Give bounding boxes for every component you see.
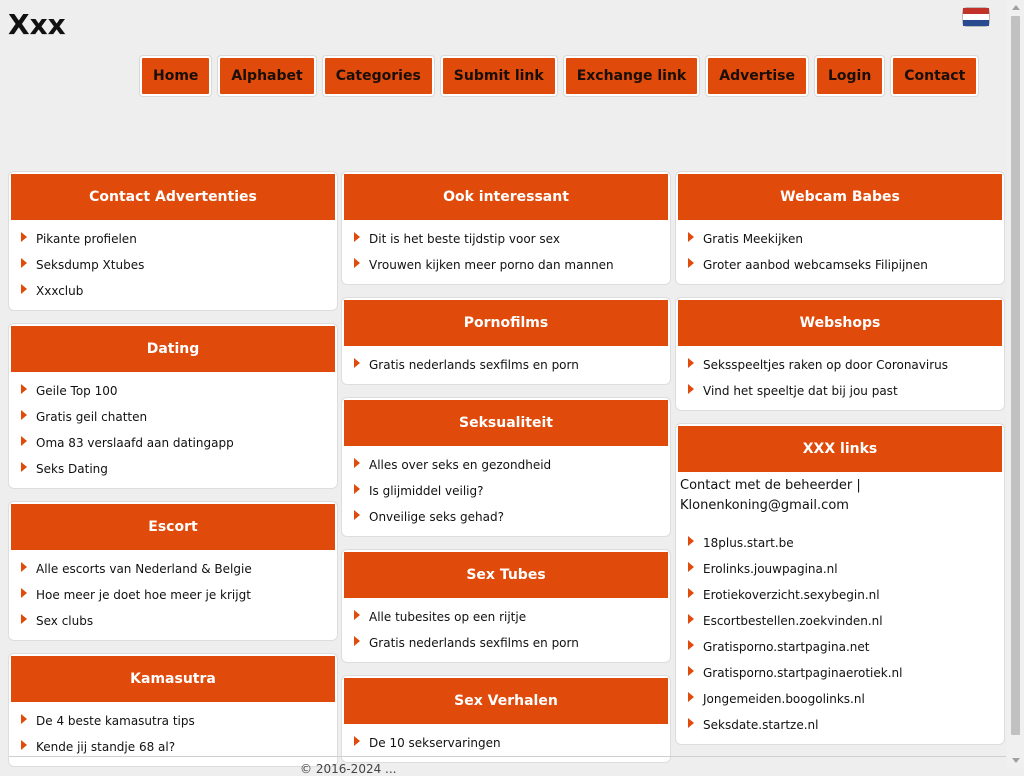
link-text[interactable]: Gratis nederlands sexfilms en porn: [369, 358, 579, 372]
bullet-arrow-icon: [354, 258, 360, 268]
category-box-dating: [9, 324, 337, 488]
nav-alphabet-button[interactable]: Alphabet: [218, 56, 315, 96]
category-heading: Webcam Babes: [678, 174, 1002, 220]
link-text[interactable]: Kende jij standje 68 al?: [36, 740, 176, 754]
contact-admin-text: Contact met de beheerder | Klonenkoning@gmail.com: [680, 478, 861, 513]
link-list-item[interactable]: [688, 252, 1002, 278]
bullet-arrow-icon: [354, 510, 360, 520]
link-text[interactable]: Oma 83 verslaafd aan datingapp: [36, 436, 234, 450]
column-middle: [342, 172, 670, 762]
nav-contact-button[interactable]: Contact: [891, 56, 978, 96]
category-box-kamasutra: [9, 654, 337, 766]
link-text[interactable]: Sex clubs: [36, 614, 94, 628]
link-list-item[interactable]: [21, 378, 335, 404]
link-list-item[interactable]: [354, 252, 668, 278]
link-text[interactable]: Erotiekoverzicht.sexybegin.nl: [703, 588, 880, 602]
link-list-item[interactable]: [688, 378, 1002, 404]
link-list-item[interactable]: [354, 604, 668, 630]
link-list-item[interactable]: [354, 730, 668, 756]
link-list-item[interactable]: [21, 608, 335, 634]
link-list: [11, 372, 335, 486]
flag-stripe-blue: [963, 20, 989, 26]
scrollbar-thumb[interactable]: [1011, 16, 1020, 735]
footer-divider: [9, 756, 1006, 757]
link-list-item[interactable]: [21, 582, 335, 608]
link-text[interactable]: Alle escorts van Nederland & Belgie: [36, 562, 252, 576]
nav-exchange-link-button[interactable]: Exchange link: [564, 56, 700, 96]
link-text[interactable]: Dit is het beste tijdstip voor sex: [369, 232, 560, 246]
bullet-arrow-icon: [354, 736, 360, 746]
link-text[interactable]: Vrouwen kijken meer porno dan mannen: [369, 258, 614, 272]
site-title[interactable]: Xxx: [8, 8, 66, 41]
bullet-arrow-icon: [21, 714, 27, 724]
link-text[interactable]: Escortbestellen.zoekvinden.nl: [703, 614, 883, 628]
link-list: [344, 724, 668, 760]
main-navigation: [140, 56, 978, 96]
category-heading: Webshops: [678, 300, 1002, 346]
bullet-arrow-icon: [688, 232, 694, 242]
link-list-item[interactable]: [21, 278, 335, 304]
category-heading: Pornofilms: [344, 300, 668, 346]
link-list-item[interactable]: [688, 686, 1002, 712]
link-text[interactable]: Jongemeiden.boogolinks.nl: [703, 692, 865, 706]
category-box-ook-interessant: [342, 172, 670, 284]
link-list-item[interactable]: [354, 352, 668, 378]
link-text[interactable]: Seksdump Xtubes: [36, 258, 145, 272]
link-text[interactable]: Is glijmiddel veilig?: [369, 484, 484, 498]
category-heading: Contact Advertenties: [11, 174, 335, 220]
link-text[interactable]: Seks Dating: [36, 462, 108, 476]
link-text[interactable]: Gratisporno.startpagina.net: [703, 640, 870, 654]
bullet-arrow-icon: [21, 740, 27, 750]
link-text[interactable]: Seksdate.startze.nl: [703, 718, 819, 732]
link-list-item[interactable]: [21, 456, 335, 482]
bullet-arrow-icon: [354, 458, 360, 468]
bullet-arrow-icon: [354, 636, 360, 646]
column-right: [676, 172, 1004, 744]
bullet-arrow-icon: [21, 232, 27, 242]
bullet-arrow-icon: [21, 614, 27, 624]
category-box-escort: [9, 502, 337, 640]
category-heading: Sex Verhalen: [344, 678, 668, 724]
column-left: [9, 172, 337, 766]
link-list-item[interactable]: [688, 556, 1002, 582]
category-box-webcam-babes: [676, 172, 1004, 284]
link-text[interactable]: Alles over seks en gezondheid: [369, 458, 552, 472]
link-list-item[interactable]: [354, 630, 668, 656]
link-text[interactable]: Groter aanbod webcamseks Filipijnen: [703, 258, 928, 272]
bullet-arrow-icon: [354, 232, 360, 242]
category-box-webshops: [676, 298, 1004, 410]
link-list-item[interactable]: [688, 530, 1002, 556]
bullet-arrow-icon: [21, 410, 27, 420]
link-list: [678, 346, 1002, 408]
bullet-arrow-icon: [688, 588, 694, 598]
link-text[interactable]: Gratisporno.startpaginaerotiek.nl: [703, 666, 903, 680]
category-heading: Seksualiteit: [344, 400, 668, 446]
category-heading: Sex Tubes: [344, 552, 668, 598]
bullet-arrow-icon: [688, 666, 694, 676]
bullet-arrow-icon: [688, 562, 694, 572]
category-box-sex-tubes: [342, 550, 670, 662]
link-list-item[interactable]: [688, 660, 1002, 686]
scroll-up-arrow-icon[interactable]: [1012, 5, 1020, 10]
bullet-arrow-icon: [688, 384, 694, 394]
link-list-item[interactable]: [688, 608, 1002, 634]
link-text[interactable]: Erolinks.jouwpagina.nl: [703, 562, 838, 576]
bullet-arrow-icon: [21, 462, 27, 472]
link-list: [344, 346, 668, 382]
link-list-item[interactable]: [688, 226, 1002, 252]
bullet-arrow-icon: [21, 284, 27, 294]
link-list-item[interactable]: [21, 708, 335, 734]
bullet-arrow-icon: [688, 536, 694, 546]
link-text[interactable]: Gratis geil chatten: [36, 410, 148, 424]
link-list-item[interactable]: [21, 226, 335, 252]
bullet-arrow-icon: [688, 258, 694, 268]
link-list: [344, 598, 668, 660]
nav-login-button[interactable]: Login: [815, 56, 884, 96]
category-box-pornofilms: [342, 298, 670, 384]
link-list-item[interactable]: [354, 226, 668, 252]
bullet-arrow-icon: [688, 640, 694, 650]
link-list-item[interactable]: [354, 452, 668, 478]
link-text[interactable]: Geile Top 100: [36, 384, 118, 398]
link-text[interactable]: Onveilige seks gehad?: [369, 510, 504, 524]
category-heading: XXX links: [678, 426, 1002, 472]
link-list: [678, 220, 1002, 282]
link-list-item[interactable]: [354, 478, 668, 504]
bullet-arrow-icon: [21, 436, 27, 446]
link-text[interactable]: 18plus.start.be: [703, 536, 794, 550]
nav-home-button[interactable]: Home: [140, 56, 211, 96]
nav-advertise-button[interactable]: Advertise: [706, 56, 808, 96]
vertical-scrollbar[interactable]: [1007, 0, 1024, 768]
link-list-item[interactable]: [21, 252, 335, 278]
nav-submit-link-button[interactable]: Submit link: [441, 56, 557, 96]
category-heading: Dating: [11, 326, 335, 372]
category-box-contact-advertenties: [9, 172, 337, 310]
link-list: [11, 702, 335, 764]
link-text[interactable]: Hoe meer je doet hoe meer je krijgt: [36, 588, 251, 602]
category-box-seksualiteit: [342, 398, 670, 536]
link-text[interactable]: De 4 beste kamasutra tips: [36, 714, 195, 728]
link-text[interactable]: Gratis Meekijken: [703, 232, 803, 246]
bullet-arrow-icon: [21, 384, 27, 394]
scroll-down-arrow-icon[interactable]: [1012, 758, 1020, 763]
link-list: [344, 446, 668, 534]
category-box-xxx-links: [676, 424, 1004, 744]
link-text[interactable]: Alle tubesites op een rijtje: [369, 610, 527, 624]
bullet-arrow-icon: [354, 358, 360, 368]
bullet-arrow-icon: [21, 562, 27, 572]
link-text[interactable]: Vind het speeltje dat bij jou past: [703, 384, 898, 398]
link-list-item[interactable]: [354, 504, 668, 530]
link-list-item[interactable]: [688, 634, 1002, 660]
link-text[interactable]: Xxxclub: [36, 284, 84, 298]
link-list: [678, 524, 1002, 742]
category-box-sex-verhalen: [342, 676, 670, 762]
link-list-item[interactable]: [21, 404, 335, 430]
category-heading: Escort: [11, 504, 335, 550]
bullet-arrow-icon: [21, 588, 27, 598]
link-text[interactable]: Seksspeeltjes raken op door Coronavirus: [703, 358, 949, 372]
bullet-arrow-icon: [688, 718, 694, 728]
link-list-item[interactable]: [688, 352, 1002, 378]
link-text[interactable]: Gratis nederlands sexfilms en porn: [369, 636, 579, 650]
link-text[interactable]: Pikante profielen: [36, 232, 137, 246]
link-text[interactable]: De 10 sekservaringen: [369, 736, 501, 750]
category-heading: Ook interessant: [344, 174, 668, 220]
link-list: [11, 550, 335, 638]
bullet-arrow-icon: [21, 258, 27, 268]
bullet-arrow-icon: [354, 484, 360, 494]
link-list-item[interactable]: [21, 556, 335, 582]
link-list: [11, 220, 335, 308]
footer-text: © 2016-2024 ...: [300, 762, 397, 776]
dutch-flag-icon[interactable]: [963, 8, 989, 26]
bullet-arrow-icon: [688, 614, 694, 624]
link-list-item[interactable]: [688, 712, 1002, 738]
bullet-arrow-icon: [354, 610, 360, 620]
nav-categories-button[interactable]: Categories: [323, 56, 434, 96]
link-list: [344, 220, 668, 282]
link-list-item[interactable]: [21, 430, 335, 456]
bullet-arrow-icon: [688, 692, 694, 702]
link-list-item[interactable]: [688, 582, 1002, 608]
bullet-arrow-icon: [688, 358, 694, 368]
category-heading: Kamasutra: [11, 656, 335, 702]
